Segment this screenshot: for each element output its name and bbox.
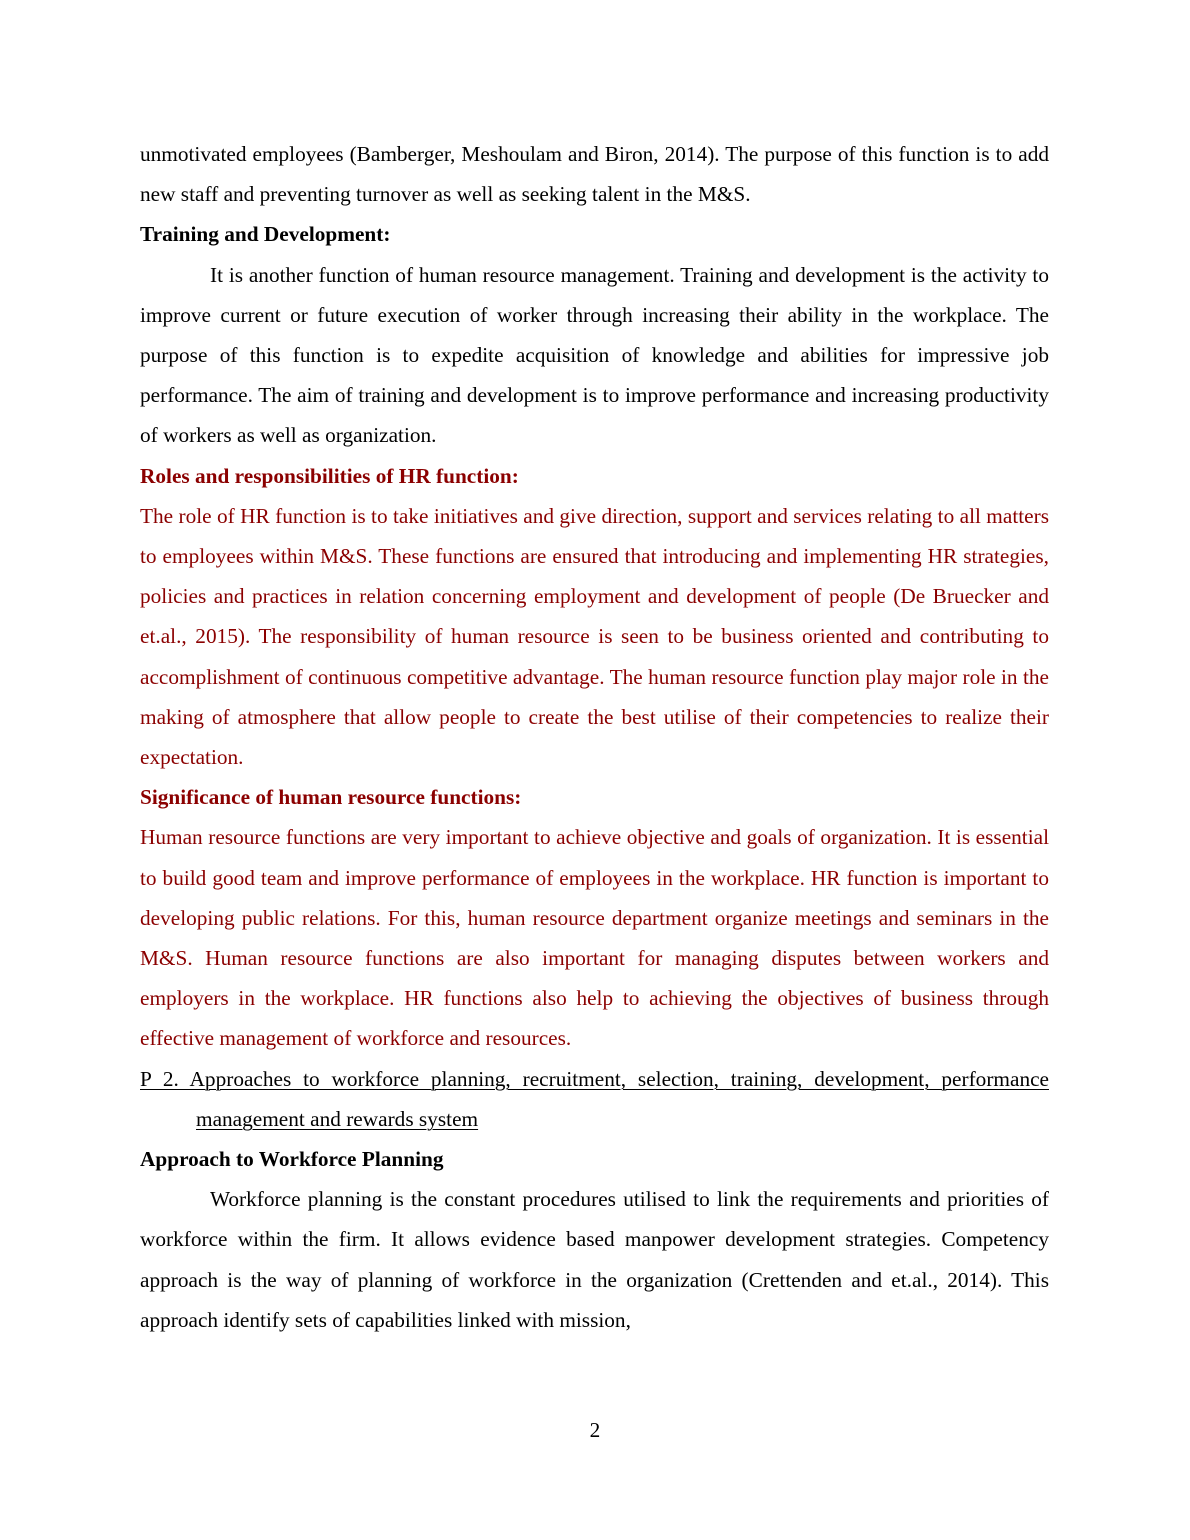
task-p2-heading <box>140 1059 1049 1139</box>
workforce-planning-paragraph: Workforce planning is the constant procedures utilised to link the requirements and priorities of workforce within the firm. It allows evidence based manpower development strategies. Competency approach is the way of planning of workforce in the organization (Crettenden and et.al., 2014). This approach identify sets of capabilities linked with mission, <box>140 1187 1049 1332</box>
task-p2-heading-text: P 2. Approaches to workforce planning, recruitment, selection, training, development, performance management and rewards system <box>140 1066 1049 1131</box>
significance-paragraph: Human resource functions are very important to achieve objective and goals of organization. It is essential to build good team and improve performance of employees in the workplace. HR function is important to developing public relations. For this, human resource department organize meetings and seminars in the M&S. Human resource functions are also important for managing disputes between workers and employers in the workplace. HR functions also help to achieving the objectives of business through effective management of workforce and resources. <box>140 825 1049 1051</box>
page-number: 2 <box>589 1418 601 1442</box>
significance-heading: Significance of human resource functions: <box>140 785 522 810</box>
page-body <box>140 134 1049 1340</box>
workforce-planning-heading: Approach to Workforce Planning <box>140 1147 444 1172</box>
roles-responsibilities-paragraph: The role of HR function is to take initiatives and give direction, support and services relating to all matters to employees within M&S. These functions are ensured that introducing and implementing HR strategies, policies and practices in relation concerning employment and development of people (De Bruecker and et.al., 2015). The responsibility of human resource is seen to be business oriented and contributing to accomplishment of continuous competitive advantage. The human resource function play major role in the making of atmosphere that allow people to create the best utilise of their competencies to realize their expectation. <box>140 503 1049 770</box>
training-development-heading: Training and Development: <box>140 222 391 247</box>
training-development-paragraph: It is another function of human resource management. Training and development is the activity to improve current or future execution of worker through increasing their ability in the workplace. The purpose of this function is to expedite acquisition of knowledge and abilities for impressive job performance. The aim of training and development is to improve performance and increasing productivity of workers as well as organization. <box>140 262 1049 448</box>
continuation-paragraph: unmotivated employees (Bamberger, Meshoulam and Biron, 2014). The purpose of this function is to add new staff and preventing turnover as well as seeking talent in the M&S. <box>140 142 1049 207</box>
roles-responsibilities-heading: Roles and responsibilities of HR function: <box>140 463 519 488</box>
